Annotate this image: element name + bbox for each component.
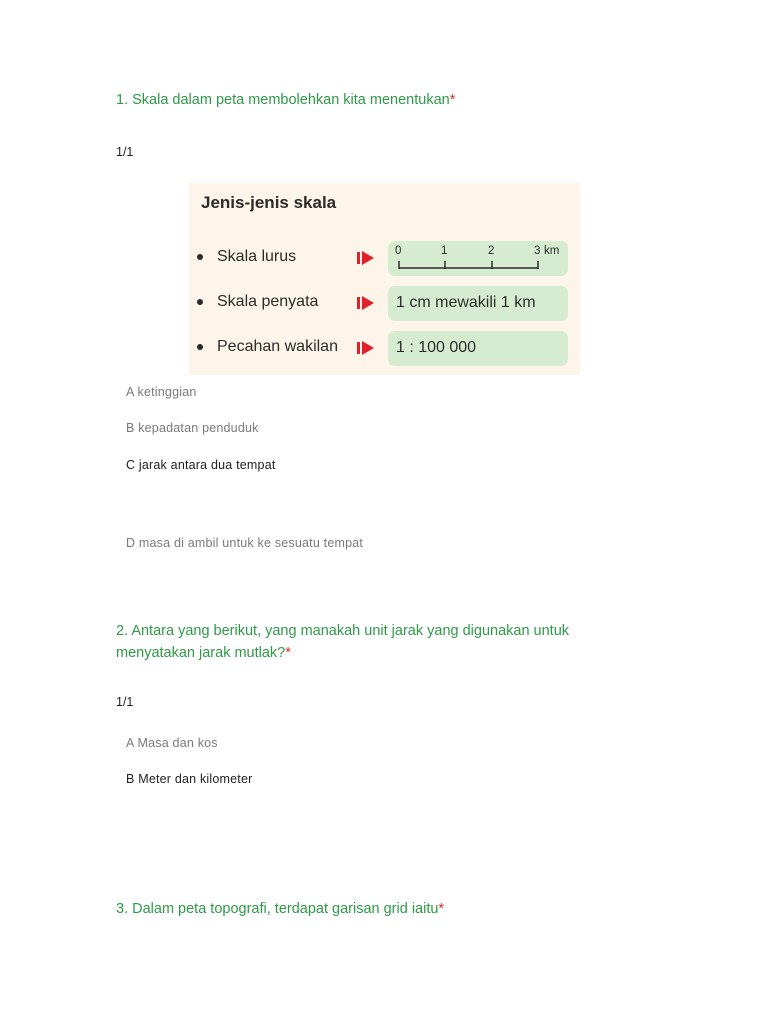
- row-statement-scale: [189, 286, 580, 322]
- scale-tick-label: 3: [534, 245, 541, 257]
- question-2-title: [116, 620, 636, 664]
- row-label-representative-fraction: Pecahan wakilan: [217, 338, 338, 355]
- question-2-title-text: 2. Antara yang berikut, yang manakah unit jarak yang digunakan untuk menyatakan jarak mutlak?: [116, 623, 570, 661]
- question-3-title-text: 3. Dalam peta topografi, terdapat garisan grid iaitu: [116, 901, 439, 917]
- bullet-dot-icon: [197, 254, 203, 260]
- question-2-option-b[interactable]: B Meter dan kilometer: [126, 772, 253, 786]
- required-mark: *: [449, 92, 456, 108]
- bullet-dot-icon: [197, 299, 203, 305]
- representative-fraction-box: [388, 331, 568, 366]
- statement-scale-value: 1 cm mewakili 1 km: [396, 294, 536, 311]
- scale-tick-label: 0: [395, 245, 402, 257]
- red-play-arrow-icon: [357, 340, 375, 356]
- representative-fraction-value: 1 : 100 000: [396, 339, 477, 356]
- linear-scale-bar: [388, 241, 568, 276]
- row-label-linear-scale: Skala lurus: [217, 248, 297, 265]
- red-play-arrow-icon: [357, 250, 375, 266]
- question-1-title-text: 1. Skala dalam peta membolehkan kita menentukan: [116, 92, 450, 108]
- row-label-statement-scale: Skala penyata: [217, 293, 319, 310]
- required-mark: *: [285, 645, 291, 661]
- statement-scale-box: [388, 286, 568, 321]
- question-1-option-a[interactable]: A ketinggian: [126, 385, 197, 399]
- scale-tick-label: 2: [488, 245, 495, 257]
- question-1-score: 1/1: [116, 145, 134, 159]
- scale-unit-label: km: [544, 245, 560, 257]
- scale-types-illustration: [189, 183, 580, 375]
- question-2-option-a[interactable]: A Masa dan kos: [126, 736, 218, 750]
- illustration-title: Jenis-jenis skala: [201, 193, 337, 212]
- question-1-option-d[interactable]: D masa di ambil untuk ke sesuatu tempat: [126, 536, 364, 550]
- row-linear-scale: [189, 241, 580, 277]
- question-3-title: [116, 898, 636, 920]
- question-1-option-c[interactable]: C jarak antara dua tempat: [126, 458, 276, 472]
- question-1-option-b[interactable]: B kepadatan penduduk: [126, 421, 259, 435]
- scale-tick-label: 1: [441, 245, 448, 257]
- question-2-score: 1/1: [116, 695, 134, 709]
- row-representative-fraction: [189, 331, 580, 367]
- question-1-title: [116, 89, 636, 111]
- linear-scale-box: [388, 241, 568, 276]
- required-mark: *: [438, 901, 445, 917]
- bullet-dot-icon: [197, 344, 203, 350]
- red-play-arrow-icon: [357, 295, 375, 311]
